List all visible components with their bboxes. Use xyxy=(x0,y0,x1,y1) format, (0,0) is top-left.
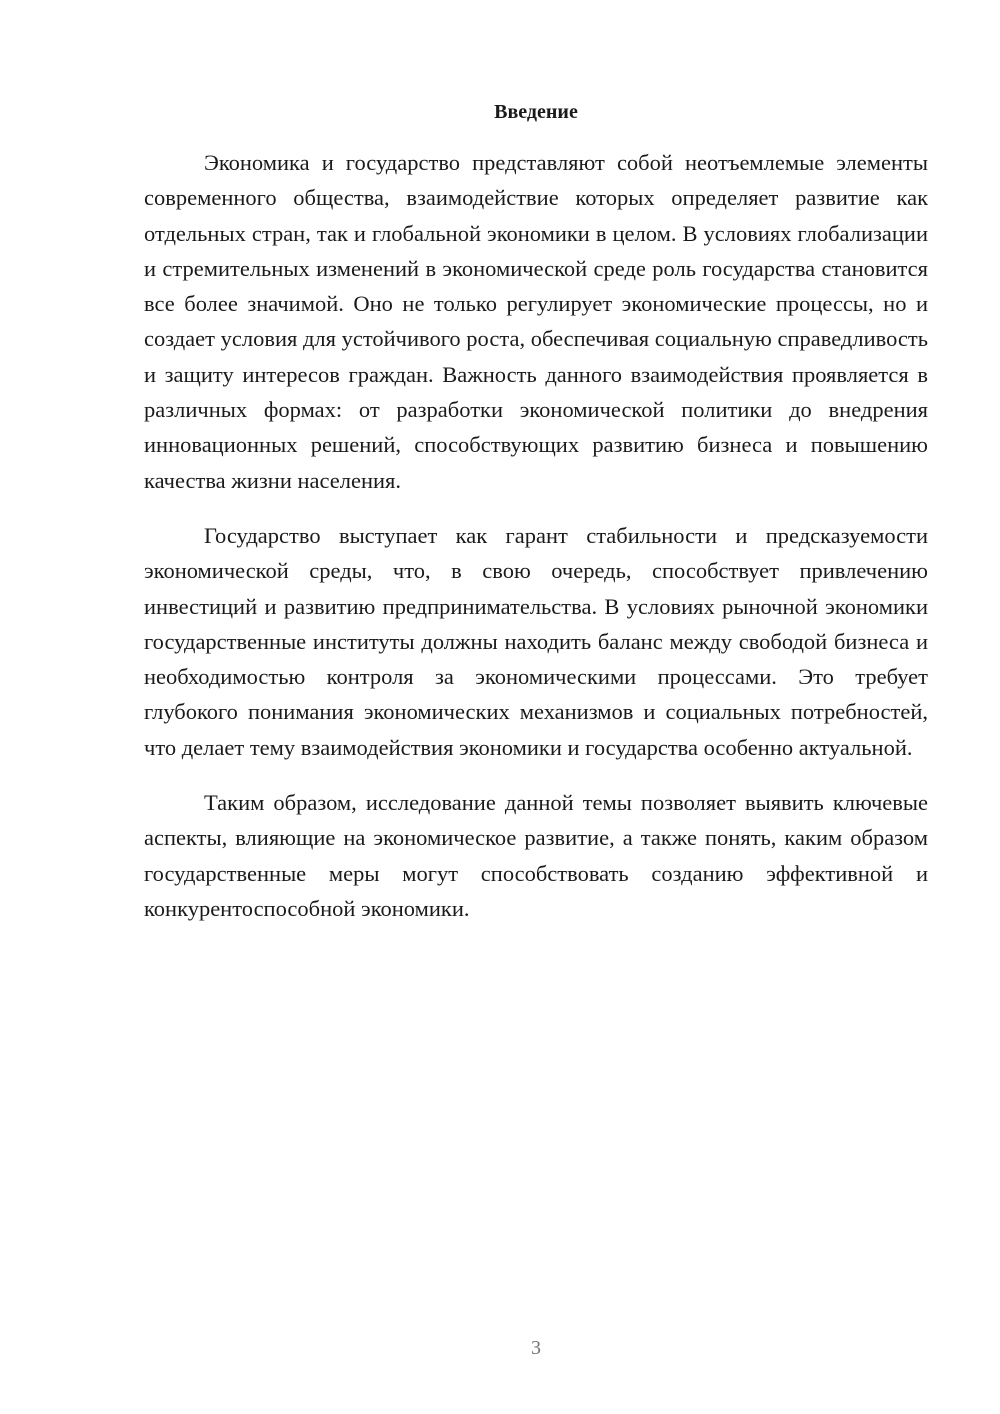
page-number: 3 xyxy=(531,1337,541,1359)
paragraph-3: Таким образом, исследование данной темы позволяет выявить ключевые аспекты, влияющие на экономическое развитие, а также понять, каким образом государственные меры могут способствовать созданию эффективной и конкурентоспособной экономики. xyxy=(144,790,928,921)
paragraph-2: Государство выступает как гарант стабильности и предсказуемости экономической среды, что, в свою очередь, способствует привлечению инвестиций и развитию предпринимательства. В условиях рыночной экономики государственные институты должны находить баланс между свободой бизнеса и необходимостью контроля за экономическими процессами. Это требует глубокого понимания экономических механизмов и социальных потребностей, что делает тему взаимодействия экономики и государства особенно актуальной. xyxy=(144,522,928,760)
paragraph-1: Экономика и государство представляют собой неотъемлемые элементы современного общества, взаимодействие которых определяет развитие как отдельных стран, так и глобальной экономики в целом. В условиях глобализации и стремительных изменений в экономической среде роль государства становится все более значимой. Оно не только регулирует экономические процессы, но и создает условия для устойчивого роста, обеспечивая социальную справедливость и защиту интересов граждан. Важность данного взаимодействия проявляется в различных формах: от разработки экономической политики до внедрения инновационных решений, способствующих развитию бизнеса и повышению качества жизни населения. xyxy=(144,150,928,493)
section-heading: Введение xyxy=(494,101,578,123)
body-text xyxy=(144,145,928,946)
